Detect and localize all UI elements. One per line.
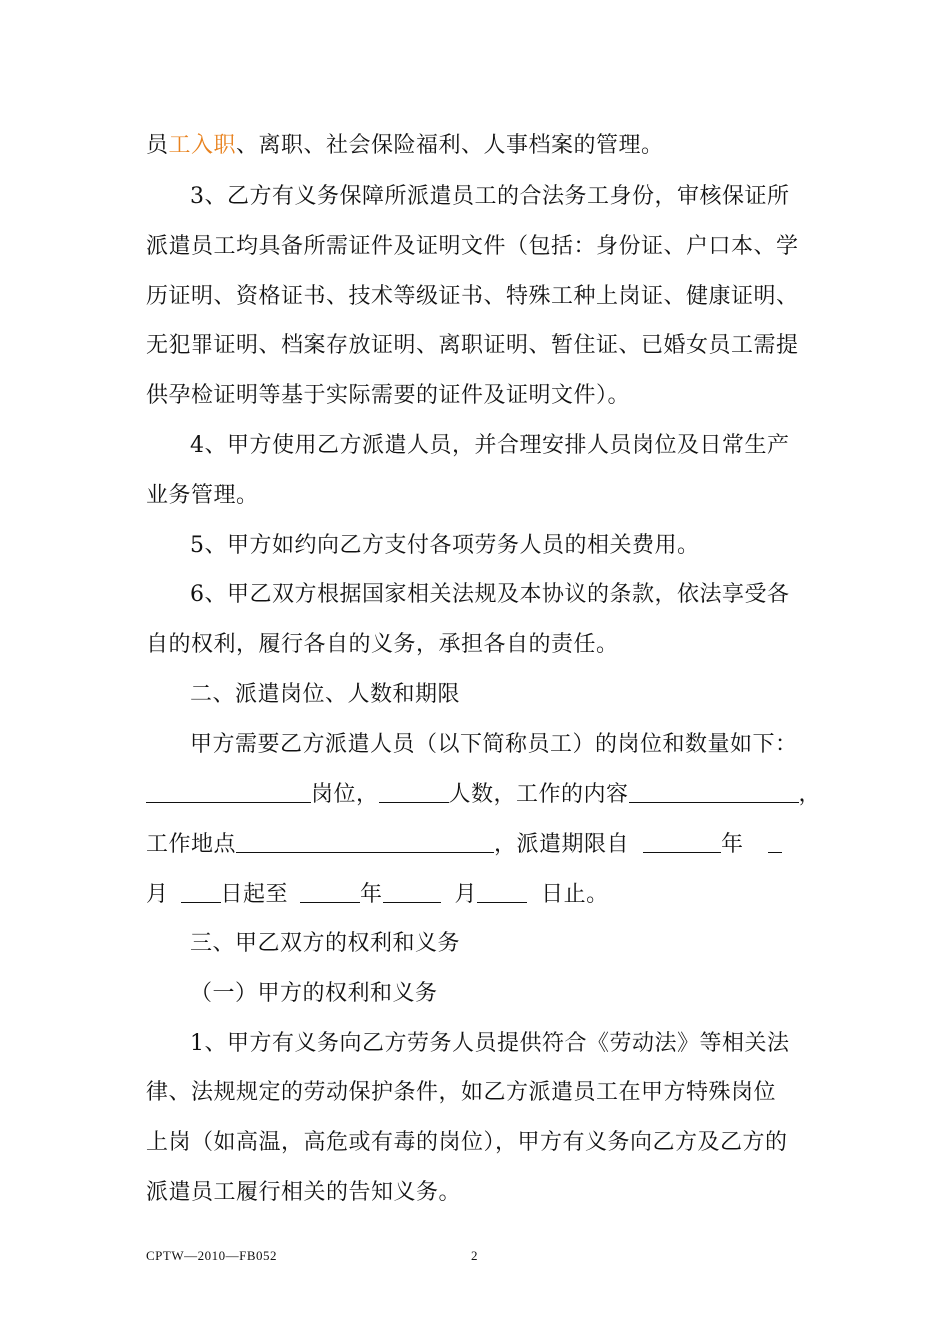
section-3-title: 三、甲乙双方的权利和义务 <box>190 931 461 956</box>
section-2-intro: 甲方需要乙方派遣人员（以下简称员工）的岗位和数量如下： <box>190 732 798 757</box>
text: ， <box>798 782 822 807</box>
footer-doc-code: CPTW—2010—FB052 <box>146 1248 278 1263</box>
text: 、离职、社会保险福利、人事档案的管理。 <box>236 133 664 158</box>
text: 月 <box>146 882 169 907</box>
text: 岗位， <box>311 782 379 807</box>
location-blank[interactable] <box>236 834 494 853</box>
end-year-blank[interactable] <box>300 884 360 903</box>
text: 人数，工作的内容 <box>448 782 629 807</box>
item-3-line-1: 3、乙方有义务保障所派遣员工的合法务工身份，审核保证所 <box>190 184 790 209</box>
end-month-blank[interactable] <box>383 884 441 903</box>
item-6-line-2: 自的权利，履行各自的义务，承担各自的责任。 <box>146 632 619 657</box>
form-line-2 <box>146 827 782 858</box>
clause-1-line-3: 上岗（如高温，高危或有毒的岗位），甲方有义务向乙方及乙方的 <box>146 1130 788 1155</box>
work-content-blank[interactable] <box>629 784 799 803</box>
item-3-line-2: 派遣员工均具备所需证件及证明文件（包括：身份证、户口本、学 <box>146 234 799 259</box>
start-year-blank[interactable] <box>643 834 721 853</box>
text: 年 <box>721 832 744 857</box>
start-day-blank[interactable] <box>181 884 221 903</box>
subsection-1-title: （一）甲方的权利和义务 <box>190 981 438 1006</box>
item-4-line-2: 业务管理。 <box>146 483 259 508</box>
text: 日止。 <box>541 882 609 907</box>
text: 员 <box>146 133 169 158</box>
text: 年 <box>360 882 383 907</box>
clause-1-line-1: 1、甲方有义务向乙方劳务人员提供符合《劳动法》等相关法 <box>190 1031 790 1056</box>
paragraph-line <box>146 128 664 159</box>
start-month-blank[interactable] <box>768 834 782 853</box>
item-6-line-1: 6、甲乙双方根据国家相关法规及本协议的条款，依法享受各 <box>190 582 790 607</box>
item-3-line-4: 无犯罪证明、档案存放证明、离职证明、暂住证、已婚女员工需提 <box>146 333 799 358</box>
item-3-line-3: 历证明、资格证书、技术等级证书、特殊工种上岗证、健康证明、 <box>146 284 799 309</box>
text: 月 <box>454 882 478 907</box>
item-5-line-1: 5、甲方如约向乙方支付各项劳务人员的相关费用。 <box>190 533 700 558</box>
clause-1-line-4: 派遣员工履行相关的告知义务。 <box>146 1180 462 1205</box>
highlighted-text: 工入职 <box>168 133 237 158</box>
text: 日起至 <box>220 882 289 907</box>
footer-page-number: 2 <box>471 1248 478 1263</box>
item-4-line-1: 4、甲方使用乙方派遣人员，并合理安排人员岗位及日常生产 <box>190 433 790 458</box>
form-line-1 <box>146 777 821 808</box>
clause-1-line-2: 律、法规规定的劳动保护条件，如乙方派遣员工在甲方特殊岗位 <box>146 1080 777 1105</box>
end-day-blank[interactable] <box>477 884 527 903</box>
text: ，派遣期限自 <box>494 832 630 857</box>
item-3-line-5: 供孕检证明等基于实际需要的证件及证明文件）。 <box>146 383 631 408</box>
position-blank[interactable] <box>146 784 311 803</box>
form-line-3 <box>146 877 609 908</box>
section-2-title: 二、派遣岗位、人数和期限 <box>190 682 461 707</box>
text: 工作地点 <box>146 832 237 857</box>
count-blank[interactable] <box>379 784 449 803</box>
